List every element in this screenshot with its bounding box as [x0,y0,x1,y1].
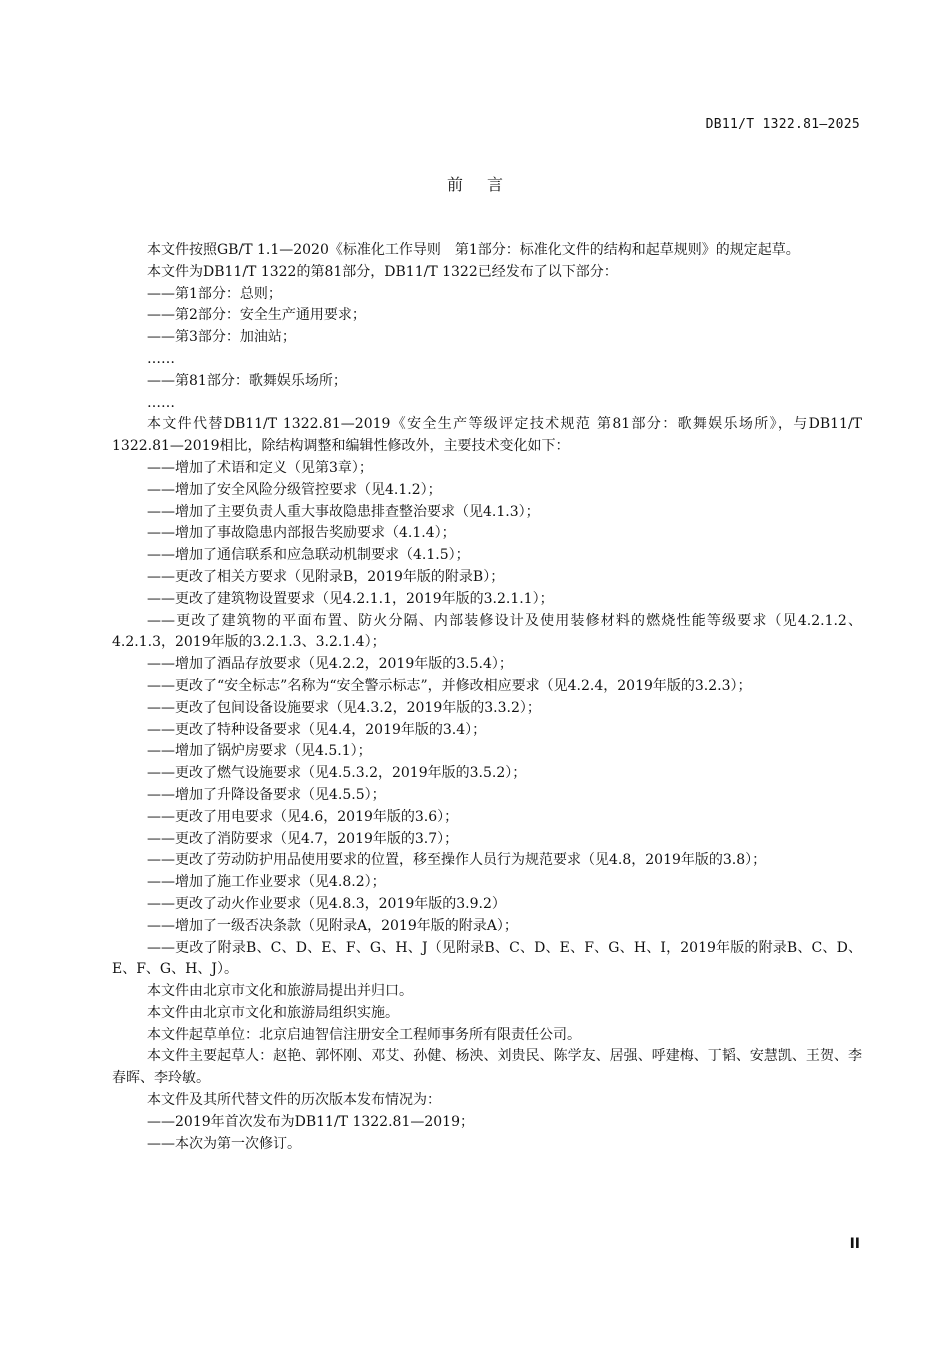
history-item: ——2019年首次发布为DB11/T 1322.81—2019； [147,1113,474,1130]
list-item: ——第1部分：总则； [147,285,282,302]
paragraph-parts-intro: 本文件为DB11/T 1322的第81部分，DB11/T 1322已经发布了以下部分： [147,263,618,280]
change-item: ——增加了酒品存放要求（见4.2.2，2019年版的3.5.4）； [147,656,513,673]
foreword-body [112,240,862,1155]
list-item: ——第81部分：歌舞娱乐场所； [147,372,347,389]
change-item: ——增加了主要负责人重大事故隐患排查整治要求（见4.1.3）； [147,503,540,520]
change-item: ——增加了一级否决条款（见附录A，2019年版的附录A）； [147,917,518,934]
paragraph-proposer: 本文件由北京市文化和旅游局提出并归口。 [147,983,413,1000]
paragraph-drafters: 本文件主要起草人：赵艳、郭怀刚、邓艾、孙健、杨泱、刘贵民、陈学友、居强、呼建梅、丁韬、安慧凯、王贺、李春晖、李玲敏。 [112,1048,862,1087]
change-item: ——增加了锅炉房要求（见4.5.1）； [147,743,372,760]
paragraph-implementer: 本文件由北京市文化和旅游局组织实施。 [147,1004,399,1021]
change-item: ——更改了劳动防护用品使用要求的位置，移至操作人员行为规范要求（见4.8，2019年版的3.8）； [147,852,767,869]
list-ellipsis: …… [147,394,175,411]
document-code: DB11/T 1322.81—2025 [705,117,860,132]
page-number: II [849,1236,860,1252]
change-item: ——增加了术语和定义（见第3章）； [147,459,373,476]
change-item: ——增加了施工作业要求（见4.8.2）； [147,874,386,891]
change-item: ——更改了相关方要求（见附录B，2019年版的附录B）； [147,568,505,585]
paragraph-drafting-basis: 本文件按照GB/T 1.1—2020《标准化工作导则 第1部分：标准化文件的结构和起草规则》的规定起草。 [147,242,800,258]
history-item: ——本次为第一次修订。 [147,1135,301,1152]
change-item: ——更改了附录B、C、D、E、F、G、H、J（见附录B、C、D、E、F、G、H、I，2019年版的附录B、C、D、E、F、G、H、J）。 [112,939,862,978]
paragraph-history-intro: 本文件及其所代替文件的历次版本发布情况为： [147,1092,441,1109]
paragraph-replacement: 本文件代替DB11/T 1322.81—2019《安全生产等级评定技术规范 第81部分：歌舞娱乐场所》，与DB11/T 1322.81—2019相比，除结构调整和编辑性修改外，主要技术变化如下： [112,416,862,455]
change-item: ——更改了用电要求（见4.6，2019年版的3.6）； [147,808,459,825]
change-item: ——更改了包间设备设施要求（见4.3.2，2019年版的3.3.2）； [147,699,541,716]
change-item: ——更改了建筑物设置要求（见4.2.1.1，2019年版的3.2.1.1）； [147,590,554,607]
change-item: ——增加了通信联系和应急联动机制要求（4.1.5）； [147,547,470,564]
change-item: ——更改了燃气设施要求（见4.5.3.2，2019年版的3.5.2）； [147,765,527,782]
change-item: ——更改了消防要求（见4.7，2019年版的3.7）； [147,830,459,847]
list-item: ——第2部分：安全生产通用要求； [147,307,366,324]
paragraph-drafting-unit: 本文件起草单位：北京启迪智信注册安全工程师事务所有限责任公司。 [147,1026,581,1043]
change-item: ——更改了动火作业要求（见4.8.3，2019年版的3.9.2） [147,895,506,912]
change-item: ——更改了特种设备要求（见4.4，2019年版的3.4）； [147,721,487,738]
change-item: ——增加了事故隐患内部报告奖励要求（4.1.4）； [147,525,456,542]
list-item: ——第3部分：加油站； [147,329,296,346]
change-item: ——增加了升降设备要求（见4.5.5）； [147,786,386,803]
list-ellipsis: …… [147,350,175,367]
change-item: ——更改了“安全标志”名称为“安全警示标志”，并修改相应要求（见4.2.4，2019年版的3.2.3）； [147,677,752,694]
page-title: 前言 [446,175,527,194]
change-item: ——更改了建筑物的平面布置、防火分隔、内部装修设计及使用装修材料的燃烧性能等级要求（见4.2.1.2、4.2.1.3，2019年版的3.2.1.3、3.2.1.4）； [112,612,862,651]
change-item: ——增加了安全风险分级管控要求（见4.1.2）； [147,481,442,498]
